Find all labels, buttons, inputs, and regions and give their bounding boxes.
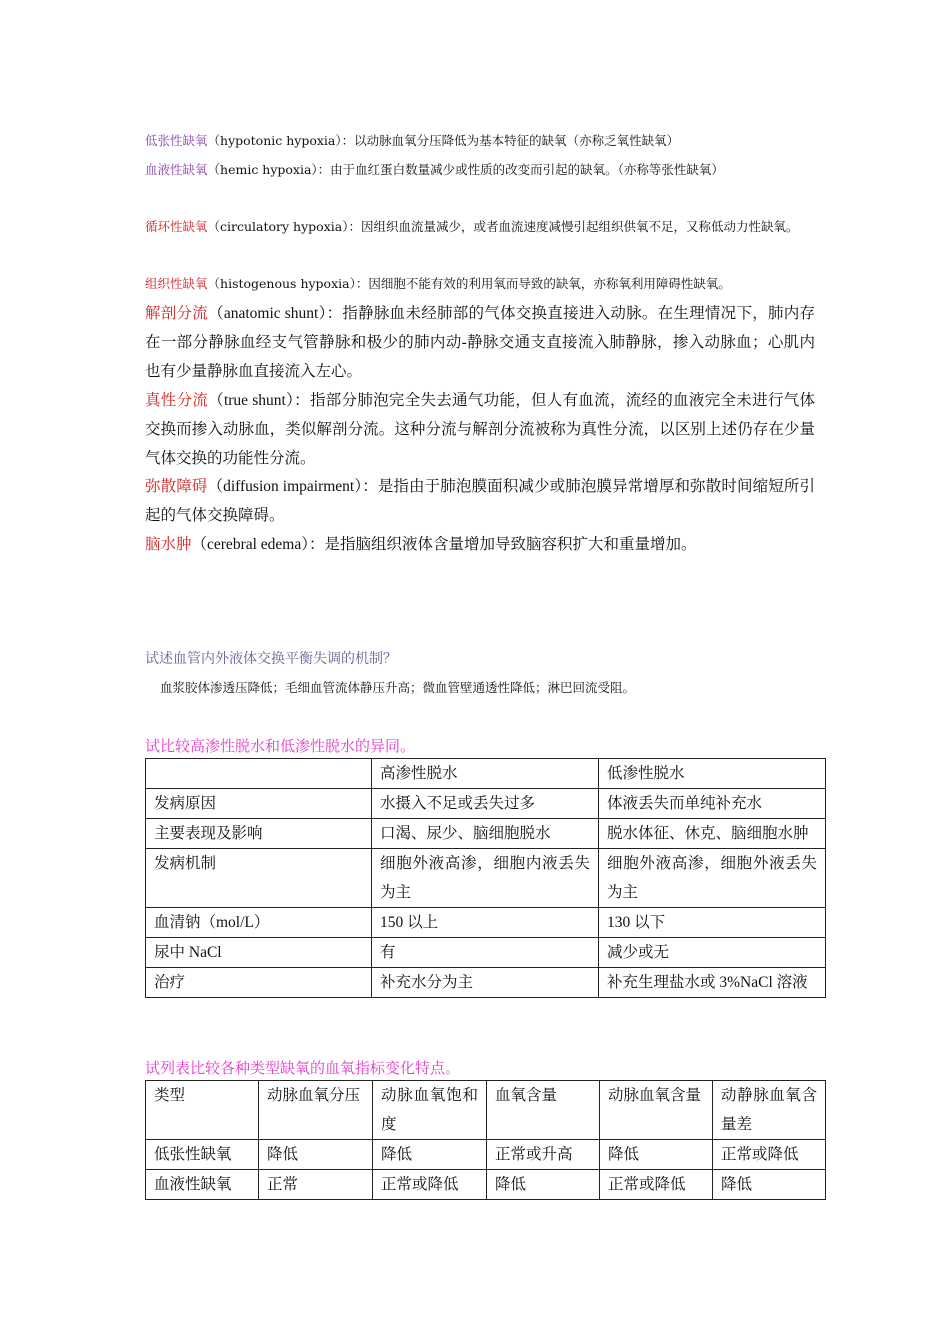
table2-title: 试列表比较各种类型缺氧的血氧指标变化特点。 <box>145 1059 461 1077</box>
table-cell: 水摄入不足或丢失过多 <box>372 789 599 819</box>
hypoxia-comparison-table <box>145 1080 826 1200</box>
table-row <box>146 819 826 849</box>
table-row <box>146 1170 826 1200</box>
table-cell: 降低 <box>487 1170 600 1200</box>
definition-text: （circulatory hypoxia）：因组织血流量减少，或者血流速度减慢引起组织供氧不足，又称低动力性缺氧。 <box>207 219 799 234</box>
definition-hypotonic-hypoxia <box>145 127 810 155</box>
table-cell: 减少或无 <box>599 938 826 968</box>
table-header-cell: 动脉血氧含量 <box>600 1081 713 1140</box>
definition-term: 循环性缺氧 <box>145 219 208 234</box>
table-header-row <box>146 1081 826 1140</box>
table-row <box>146 938 826 968</box>
table-cell: 发病原因 <box>146 789 372 819</box>
table-cell: 正常或降低 <box>600 1170 713 1200</box>
table-cell: 脱水体征、休克、脑细胞水肿 <box>599 819 826 849</box>
table-row <box>146 968 826 998</box>
table-cell: 降低 <box>713 1170 826 1200</box>
table1-title: 试比较高渗性脱水和低渗性脱水的异同。 <box>145 737 416 755</box>
definition-text: （anatomic shunt）：指静脉血未经肺部的气体交换直接进入动脉。在生理情况下，肺内存在一部分静脉血经支气管静脉和极少的肺内动-静脉交通支直接流入肺静脉，掺入动脉血；心肌内也有少量静脉血直接流入左心。 <box>145 305 815 380</box>
table-cell: 体液丢失而单纯补充水 <box>599 789 826 819</box>
definition-text: （histogenous hypoxia）：因细胞不能有效的利用氧而导致的缺氧，亦称氧利用障碍性缺氧。 <box>207 276 731 291</box>
question-answer: 血浆胶体渗透压降低；毛细血管流体静压升高；微血管壁通透性降低；淋巴回流受阻。 <box>160 680 636 695</box>
table-header-cell: 动静脉血氧含量差 <box>713 1081 826 1140</box>
table-cell: 降低 <box>259 1140 373 1170</box>
table-cell: 正常或升高 <box>487 1140 600 1170</box>
table-header-cell: 血氧含量 <box>487 1081 600 1140</box>
definition-term: 解剖分流 <box>145 305 209 322</box>
definition-term: 血液性缺氧 <box>145 162 208 177</box>
table-header-cell: 高渗性脱水 <box>372 759 599 789</box>
definition-term: 低张性缺氧 <box>145 133 208 148</box>
table-header-cell: 动脉血氧饱和度 <box>373 1081 487 1140</box>
table-cell: 细胞外液高渗，细胞外液丢失为主 <box>599 849 826 908</box>
table-cell: 血液性缺氧 <box>146 1170 259 1200</box>
definition-cerebral-edema <box>145 530 815 559</box>
table-header-cell: 类型 <box>146 1081 259 1140</box>
table-row <box>146 789 826 819</box>
definition-text: （cerebral edema）：是指脑组织液体含量增加导致脑容积扩大和重量增加。 <box>191 536 697 553</box>
table-cell: 主要表现及影响 <box>146 819 372 849</box>
table-cell: 正常或降低 <box>713 1140 826 1170</box>
table-cell: 补充生理盐水或 3%NaCl 溶液 <box>599 968 826 998</box>
table-cell: 口渴、尿少、脑细胞脱水 <box>372 819 599 849</box>
table-cell: 降低 <box>600 1140 713 1170</box>
table-cell: 细胞外液高渗，细胞内液丢失为主 <box>372 849 599 908</box>
definition-text: （hypotonic hypoxia）：以动脉血氧分压降低为基本特征的缺氧（亦称乏氧性缺氧） <box>207 133 680 148</box>
definition-term: 组织性缺氧 <box>145 276 208 291</box>
definition-text: （diffusion impairment）：是指由于肺泡膜面积减少或肺泡膜异常增厚和弥散时间缩短所引起的气体交换障碍。 <box>145 478 815 524</box>
table-cell: 补充水分为主 <box>372 968 599 998</box>
definition-circulatory-hypoxia <box>145 213 810 241</box>
table-header-cell: 动脉血氧分压 <box>259 1081 373 1140</box>
table-cell: 尿中 NaCl <box>146 938 372 968</box>
definition-term: 真性分流 <box>145 392 209 409</box>
table-row <box>146 849 826 908</box>
table-cell: 150 以上 <box>372 908 599 938</box>
definition-text: （true shunt）：指部分肺泡完全失去通气功能，但人有血流，流经的血液完全未进行气体交换而掺入动脉血，类似解剖分流。这种分流与解剖分流被称为真性分流，以区别上述仍存在少量气体交换的功能性分流。 <box>145 392 815 467</box>
definition-term: 脑水肿 <box>145 536 192 553</box>
table-cell: 降低 <box>373 1140 487 1170</box>
table-row <box>146 1140 826 1170</box>
table-cell: 正常或降低 <box>373 1170 487 1200</box>
table-cell: 低张性缺氧 <box>146 1140 259 1170</box>
table-cell: 有 <box>372 938 599 968</box>
question-title: 试述血管内外液体交换平衡失调的机制？ <box>145 651 397 667</box>
table-header-row <box>146 759 826 789</box>
definition-text: （hemic hypoxia）：由于血红蛋白数量减少或性质的改变而引起的缺氧。（亦称等张性缺氧） <box>207 162 724 177</box>
table-cell: 发病机制 <box>146 849 372 908</box>
table-header-cell <box>146 759 372 789</box>
definition-true-shunt <box>145 386 815 473</box>
definition-diffusion-impairment <box>145 472 815 530</box>
table-cell: 治疗 <box>146 968 372 998</box>
table-row <box>146 908 826 938</box>
table-cell: 血清钠（mol/L） <box>146 908 372 938</box>
table-cell: 130 以下 <box>599 908 826 938</box>
definition-histogenous-hypoxia <box>145 270 825 298</box>
definition-term: 弥散障碍 <box>145 478 208 495</box>
table-cell: 正常 <box>259 1170 373 1200</box>
definition-anatomic-shunt <box>145 299 815 386</box>
definition-hemic-hypoxia <box>145 156 810 184</box>
table-header-cell: 低渗性脱水 <box>599 759 826 789</box>
dehydration-comparison-table <box>145 758 826 998</box>
